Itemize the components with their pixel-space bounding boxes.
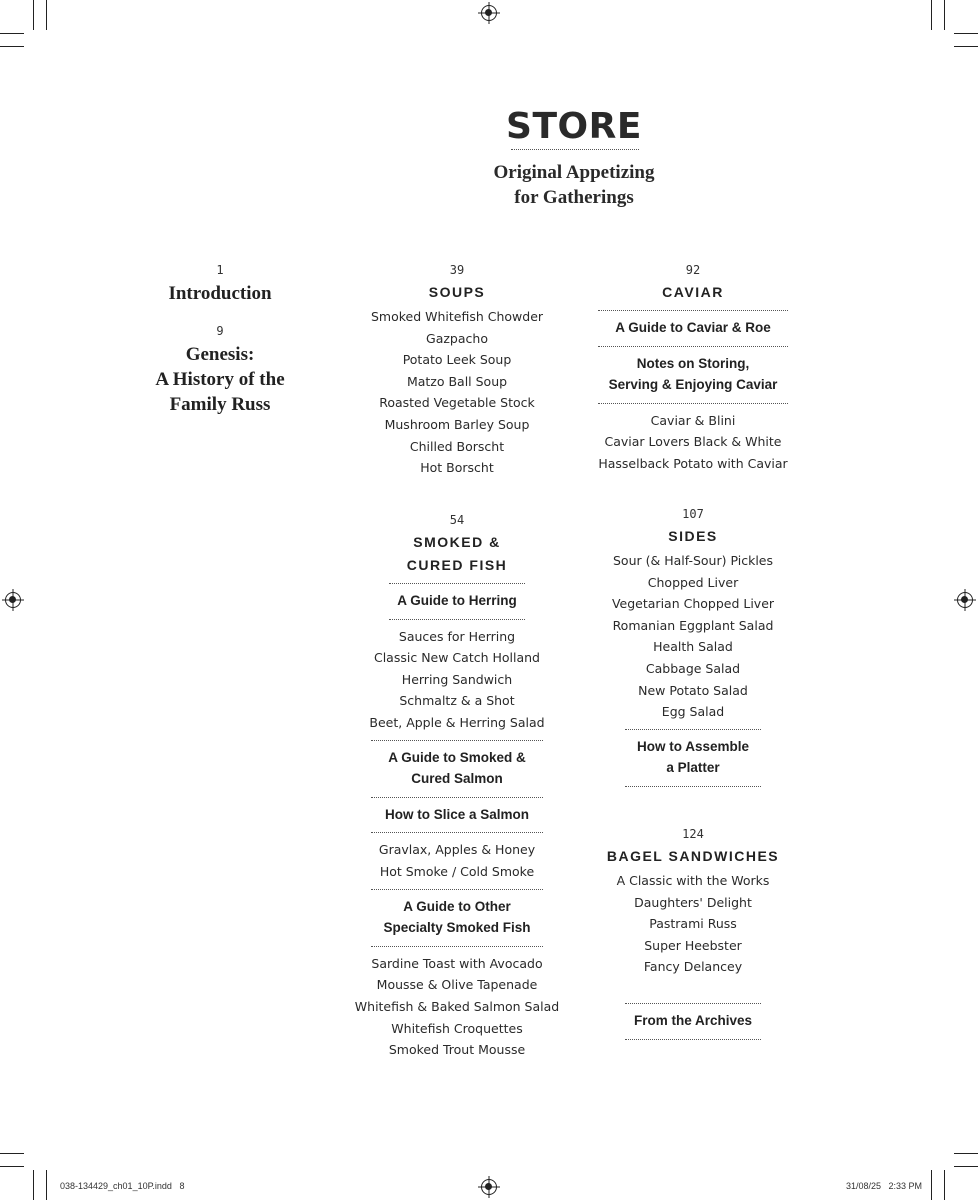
section-heading-bagels[interactable]: BAGEL SANDWICHES bbox=[606, 848, 780, 864]
list-item[interactable]: Chopped Liver bbox=[647, 574, 739, 590]
sides-list bbox=[583, 550, 803, 723]
bagel-section bbox=[583, 823, 803, 1046]
crop-mark bbox=[954, 33, 978, 34]
notes-caviar[interactable] bbox=[598, 347, 788, 404]
guide-line: How to Assemble bbox=[636, 738, 750, 754]
list-item[interactable]: Health Salad bbox=[653, 639, 733, 655]
bagel-list bbox=[583, 870, 803, 978]
list-item[interactable]: Gazpacho bbox=[426, 330, 488, 346]
soups-list bbox=[337, 306, 577, 479]
section-heading-caviar[interactable]: CAVIAR bbox=[662, 284, 724, 300]
guide-line: Specialty Smoked Fish bbox=[383, 920, 531, 936]
list-item[interactable]: Hot Smoke / Cold Smoke bbox=[379, 863, 535, 879]
registration-mark-icon bbox=[957, 592, 973, 608]
crop-mark bbox=[954, 1153, 978, 1154]
section-heading-smoked-fish[interactable] bbox=[337, 531, 577, 577]
guide-assemble-platter[interactable] bbox=[625, 729, 761, 787]
list-item[interactable]: Sardine Toast with Avocado bbox=[371, 955, 543, 971]
list-item[interactable]: Romanian Eggplant Salad bbox=[612, 617, 774, 633]
list-item[interactable]: Potato Leek Soup bbox=[402, 352, 512, 368]
crop-mark bbox=[931, 0, 932, 30]
guide-smoked-salmon[interactable] bbox=[371, 740, 543, 798]
toc-entry-line: A History of the bbox=[155, 369, 285, 390]
list-item[interactable]: Mousse & Olive Tapenade bbox=[376, 977, 538, 993]
list-item[interactable]: Chilled Borscht bbox=[409, 438, 505, 454]
list-item[interactable]: Super Heebster bbox=[644, 937, 742, 953]
page-number: 92 bbox=[685, 263, 701, 277]
list-item[interactable]: Smoked Whitefish Chowder bbox=[370, 309, 544, 324]
from-archives[interactable]: From the Archives bbox=[625, 1003, 761, 1040]
heading-line: SMOKED & bbox=[413, 534, 501, 550]
toc-entry-genesis[interactable] bbox=[130, 342, 310, 417]
crop-mark bbox=[954, 1166, 978, 1167]
list-item[interactable]: Roasted Vegetable Stock bbox=[379, 395, 535, 411]
crop-mark bbox=[954, 46, 978, 47]
guide-slice-salmon[interactable]: How to Slice a Salmon bbox=[371, 798, 543, 834]
list-item[interactable]: Mushroom Barley Soup bbox=[384, 416, 530, 432]
page-number: 1 bbox=[216, 263, 224, 277]
crop-mark bbox=[33, 0, 34, 30]
crop-mark bbox=[46, 0, 47, 30]
crop-mark bbox=[931, 1170, 932, 1200]
guide-caviar-roe[interactable]: A Guide to Caviar & Roe bbox=[598, 310, 788, 347]
smoked-fish-section bbox=[337, 509, 577, 1061]
crop-mark bbox=[944, 1170, 945, 1200]
registration-mark-icon bbox=[5, 592, 21, 608]
list-item[interactable]: Classic New Catch Holland bbox=[373, 650, 540, 666]
crop-mark bbox=[33, 1170, 34, 1200]
list-item[interactable]: Egg Salad bbox=[661, 704, 725, 720]
page-number: 107 bbox=[682, 507, 704, 521]
toc-entry-introduction[interactable]: Introduction bbox=[168, 283, 272, 304]
chapter-subtitle bbox=[474, 160, 674, 210]
page-number: 9 bbox=[216, 324, 224, 338]
registration-mark-icon bbox=[481, 5, 497, 21]
list-item[interactable]: Hot Borscht bbox=[420, 460, 494, 476]
slug-filename: 038-134429_ch01_10P.indd 8 bbox=[60, 1181, 185, 1191]
guide-line: Notes on Storing, bbox=[636, 355, 750, 371]
toc-entry-line: Family Russ bbox=[169, 394, 271, 415]
list-item[interactable]: Sauces for Herring bbox=[398, 628, 516, 644]
list-item[interactable]: Hasselback Potato with Caviar bbox=[598, 455, 788, 471]
guide-line: a Platter bbox=[666, 760, 720, 776]
list-item[interactable]: Matzo Ball Soup bbox=[406, 373, 508, 389]
subtitle-line: for Gatherings bbox=[514, 187, 634, 208]
soups-section bbox=[337, 259, 577, 479]
toc-entry-line: Genesis: bbox=[185, 344, 255, 365]
list-item[interactable]: Herring Sandwich bbox=[401, 671, 513, 687]
registration-mark-icon bbox=[481, 1179, 497, 1195]
page-number: 39 bbox=[449, 263, 465, 277]
caviar-section bbox=[583, 259, 803, 475]
list-item[interactable]: Gravlax, Apples & Honey bbox=[378, 842, 536, 858]
crop-mark bbox=[0, 46, 24, 47]
page-number: 54 bbox=[449, 513, 465, 527]
list-item[interactable]: Beet, Apple & Herring Salad bbox=[369, 714, 545, 730]
list-item[interactable]: Whitefish & Baked Salmon Salad bbox=[354, 998, 560, 1014]
crop-mark bbox=[46, 1170, 47, 1200]
crop-mark bbox=[0, 1153, 24, 1154]
crop-mark bbox=[944, 0, 945, 30]
list-item[interactable]: Caviar & Blini bbox=[650, 412, 736, 428]
guide-herring[interactable]: A Guide to Herring bbox=[389, 583, 525, 620]
guide-line: Serving & Enjoying Caviar bbox=[608, 377, 778, 393]
heading-line: CURED FISH bbox=[406, 557, 508, 573]
left-toc-column bbox=[130, 259, 310, 417]
list-item[interactable]: Caviar Lovers Black & White bbox=[604, 434, 782, 450]
crop-mark bbox=[0, 1166, 24, 1167]
guide-line: Cured Salmon bbox=[411, 771, 503, 787]
list-item[interactable]: Sour (& Half-Sour) Pickles bbox=[613, 553, 773, 568]
sides-section bbox=[583, 503, 803, 793]
guide-line: A Guide to Other bbox=[403, 898, 511, 914]
subtitle-line: Original Appetizing bbox=[493, 162, 655, 183]
list-item[interactable]: Pastrami Russ bbox=[649, 916, 737, 932]
list-item[interactable]: Whitefish Croquettes bbox=[391, 1020, 523, 1036]
title-divider bbox=[511, 149, 639, 150]
list-item[interactable]: Schmaltz & a Shot bbox=[399, 693, 515, 709]
slug-datetime: 31/08/25 2:33 PM bbox=[846, 1181, 923, 1191]
list-item[interactable]: Smoked Trout Mousse bbox=[388, 1042, 526, 1058]
list-item[interactable]: A Classic with the Works bbox=[616, 873, 770, 888]
guide-line: A Guide to Smoked & bbox=[388, 749, 526, 765]
page-number: 124 bbox=[682, 827, 704, 841]
chapter-title: STORE bbox=[506, 106, 642, 147]
list-item[interactable]: New Potato Salad bbox=[638, 682, 748, 698]
list-item[interactable]: Vegetarian Chopped Liver bbox=[611, 596, 775, 612]
section-heading-sides[interactable]: SIDES bbox=[668, 528, 718, 544]
crop-mark bbox=[0, 33, 24, 34]
guide-other-smoked-fish[interactable] bbox=[371, 889, 543, 947]
list-item[interactable]: Daughters' Delight bbox=[634, 894, 752, 910]
section-heading-soups[interactable]: SOUPS bbox=[428, 284, 486, 300]
list-item[interactable]: Fancy Delancey bbox=[643, 959, 743, 975]
list-item[interactable]: Cabbage Salad bbox=[645, 660, 741, 676]
